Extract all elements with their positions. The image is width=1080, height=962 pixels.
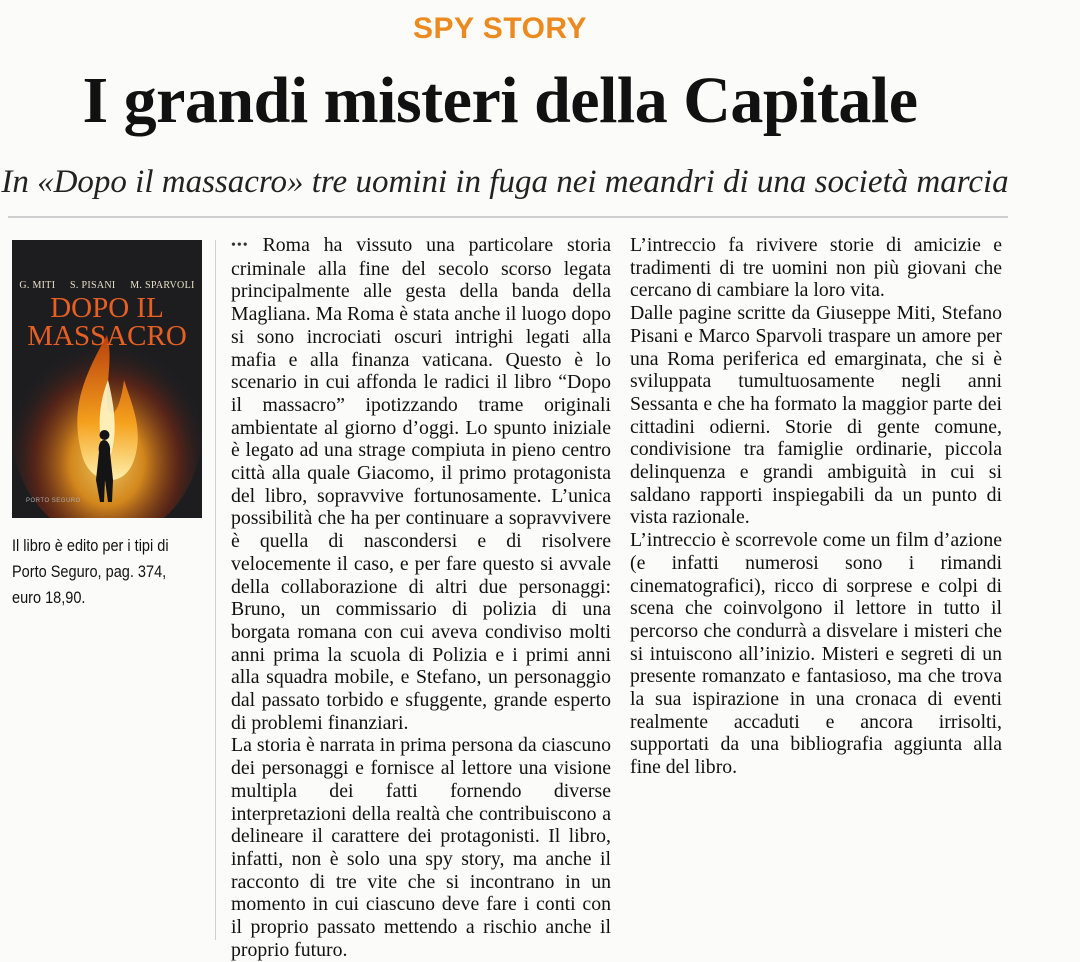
- header-rule: [8, 216, 1008, 218]
- paragraph: L’intreccio è scorrevole come un film d’azione (e infatti numerosi sono i rimandi cinematografici), ricco di sorprese e colpi di scena che coinvolgono il lettore in tutto il percorso che condurrà a disvelare i misteri che si intuiscono all’inizio. Misteri e segreti di un presente romanzato e fantasioso, ma che trova la sua ispirazione in una cronaca di eventi realmente accaduti e ancora irrisolti, supportati da una bibliografia aggiunta alla fine del libro.: [630, 529, 1002, 779]
- section-kicker: SPY STORY: [412, 12, 587, 45]
- article-column-2: [630, 234, 1002, 779]
- paragraph: ••• Roma ha vissuto una particolare storia criminale alla fine del secolo scorso legata principalmente alle gesta della banda della Magliana. Ma Roma è stata anche il luogo dopo si sono incrociati oscuri intrighi legati alla mafia e alla finanza vaticana. Questo è lo scenario in cui affonda le radici il libro “Dopo il massacro” ipotizzando trame originali ambientate al giorno d’oggi. Lo spunto iniziale è legato ad una strage compiuta in pieno centro città alla quale Giacomo, il primo protagonista del libro, sopravvive fortunosamente. L’unica possibilità che ha per continuare a sopravvivere è quella di nascondersi e di risolvere velocemente il caso, e per fare questo si avvale della collaborazione di altri due personaggi: Bruno, un commissario di polizia di una borgata romana con cui aveva condiviso molti anni prima la scuola di Polizia e i primi anni alla squadra mobile, e Stefano, un personaggio dal passato torbido e sfuggente, grande esperto di problemi finanziari.: [231, 234, 611, 734]
- column-divider: [215, 240, 216, 940]
- book-publisher: PORTO SEGURO: [26, 498, 81, 504]
- book-authors: G. MITI S. PISANI M. SPARVOLI: [19, 280, 195, 291]
- paragraph: Dalle pagine scritte da Giuseppe Miti, Stefano Pisani e Marco Sparvoli traspare un amore per una Roma periferica ed emarginata, che si è sviluppata tumultuosamente negli anni Sessanta e che ha formato la maggior parte dei cittadini odierni. Storie di gente comune, condivisione tra famiglie ordinarie, piccola delinquenza e grandi ambiguità in cui si saldano rapporti inspiegabili da un punto di vista razionale.: [630, 302, 1002, 529]
- headline: I grandi misteri della Capitale: [82, 64, 918, 137]
- book-cover-image: [12, 240, 202, 518]
- article-column-1: [231, 234, 611, 962]
- book-title: DOPO IL MASSACRO: [27, 292, 187, 352]
- lead-marker: •••: [231, 238, 249, 253]
- photo-caption: Il libro è edito per i tipi di Porto Seguro, pag. 374, euro 18,90.: [12, 537, 169, 607]
- paragraph: La storia è narrata in prima persona da ciascuno dei personaggi e fornisce al lettore una visione multipla dei fatti fornendo diverse interpretazioni della realtà che contribuiscono a delineare il carattere dei protagonisti. Il libro, infatti, non è solo una spy story, ma anche il racconto di tre vite che si incontrano in un momento in cui ciascuno deve fare i conti con il proprio passato mettendo a rischio anche il proprio futuro.: [231, 734, 611, 961]
- subtitle: In «Dopo il massacro» tre uomini in fuga nei meandri di una società marcia: [1, 164, 1009, 200]
- paragraph: L’intreccio fa rivivere storie di amicizie e tradimenti di tre uomini non più giovani che cercano di cambiare la loro vita.: [630, 234, 1002, 302]
